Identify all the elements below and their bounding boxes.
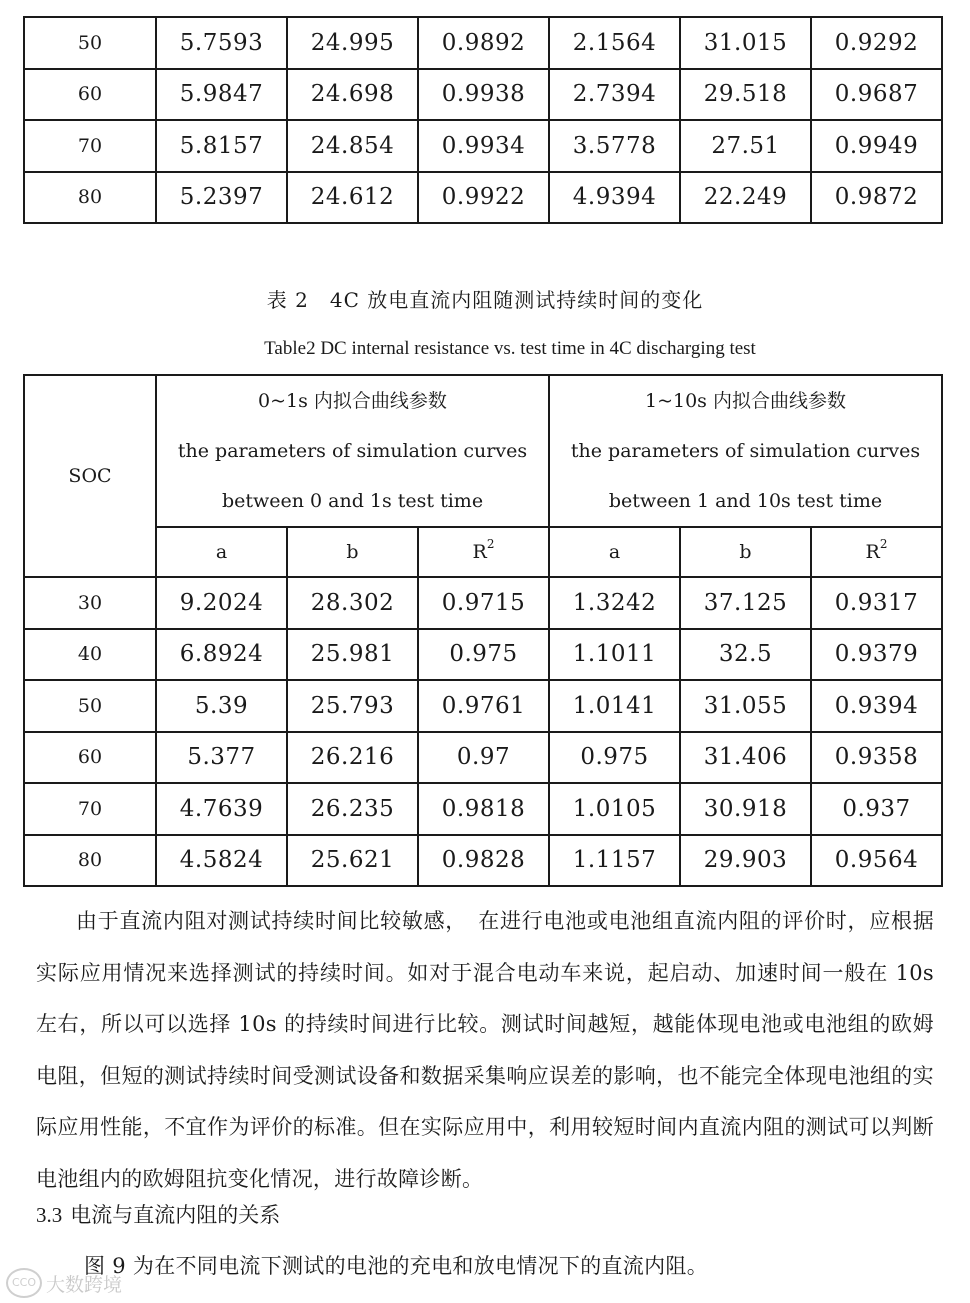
- table-cell: 24.612: [287, 172, 418, 224]
- table-cell: 30.918: [680, 783, 811, 835]
- param-a-header: a: [156, 527, 287, 577]
- table-cell: 27.51: [680, 120, 811, 172]
- table-cell: 9.2024: [156, 577, 287, 629]
- soc-cell: 40: [24, 629, 156, 681]
- table-2-caption-en: Table2 DC internal resistance vs. test time in 4C discharging test: [264, 338, 756, 359]
- table-cell: 0.9828: [418, 835, 549, 887]
- group-header-line: 1~10s 内拟合曲线参数: [645, 390, 846, 412]
- table-cell: 0.9358: [811, 732, 942, 784]
- table-cell: 0.9818: [418, 783, 549, 835]
- table-cell: 6.8924: [156, 629, 287, 681]
- watermark: [6, 1268, 122, 1298]
- table-cell: 22.249: [680, 172, 811, 224]
- watermark-logo-icon: CCO: [6, 1268, 42, 1298]
- table-cell: 0.9687: [811, 69, 942, 121]
- table-cell: 24.854: [287, 120, 418, 172]
- table-cell: 25.981: [287, 629, 418, 681]
- table-cell: 0.9394: [811, 680, 942, 732]
- table-1: [23, 16, 943, 224]
- table-cell: 31.015: [680, 17, 811, 69]
- param-a-header: a: [549, 527, 680, 577]
- table-cell: 0.9292: [811, 17, 942, 69]
- table-cell: 24.995: [287, 17, 418, 69]
- soc-cell: 80: [24, 835, 156, 887]
- table-cell: 31.055: [680, 680, 811, 732]
- table-cell: 1.1157: [549, 835, 680, 887]
- table-row: [24, 69, 942, 121]
- table-cell: 2.7394: [549, 69, 680, 121]
- table-cell: 4.7639: [156, 783, 287, 835]
- param-b-header: b: [287, 527, 418, 577]
- table-row: [24, 783, 942, 835]
- table-subheader-row: [24, 527, 942, 577]
- r-symbol: R: [472, 541, 487, 563]
- table-cell: 5.39: [156, 680, 287, 732]
- table-row: [24, 680, 942, 732]
- table-cell: 0.9872: [811, 172, 942, 224]
- table-cell: 2.1564: [549, 17, 680, 69]
- table-row: [24, 835, 942, 887]
- r-exponent: 2: [879, 537, 888, 551]
- table-cell: 24.698: [287, 69, 418, 121]
- table-cell: 0.9379: [811, 629, 942, 681]
- table-cell: 4.9394: [549, 172, 680, 224]
- group-header-line: between 1 and 10s test time: [608, 490, 883, 512]
- r-exponent: 2: [486, 537, 495, 551]
- table-cell: 1.3242: [549, 577, 680, 629]
- group-header-line: between 0 and 1s test time: [221, 490, 484, 512]
- table-cell: 5.7593: [156, 17, 287, 69]
- section-number: 3.3: [36, 1203, 63, 1227]
- param-r2-header: [811, 527, 942, 577]
- param-r2-header: [418, 527, 549, 577]
- table-cell: 0.9922: [418, 172, 549, 224]
- soc-cell: 70: [24, 120, 156, 172]
- soc-cell: 70: [24, 783, 156, 835]
- group-header-0-1s: [156, 375, 549, 527]
- soc-cell: 60: [24, 69, 156, 121]
- table-cell: 0.9892: [418, 17, 549, 69]
- table-cell: 5.377: [156, 732, 287, 784]
- table-cell: 5.2397: [156, 172, 287, 224]
- group-header-line: the parameters of simulation curves: [177, 440, 528, 462]
- group-header-line: 0~1s 内拟合曲线参数: [258, 390, 447, 412]
- table-cell: 37.125: [680, 577, 811, 629]
- table-cell: 4.5824: [156, 835, 287, 887]
- table-cell: 0.9949: [811, 120, 942, 172]
- table-cell: 28.302: [287, 577, 418, 629]
- table-cell: 26.235: [287, 783, 418, 835]
- table-cell: 29.903: [680, 835, 811, 887]
- table-cell: 25.793: [287, 680, 418, 732]
- table-cell: 0.9715: [418, 577, 549, 629]
- param-b-header: b: [680, 527, 811, 577]
- soc-cell: 50: [24, 680, 156, 732]
- table-header-row: [24, 375, 942, 527]
- table-row: [24, 629, 942, 681]
- soc-cell: 80: [24, 172, 156, 224]
- soc-cell: 50: [24, 17, 156, 69]
- table-cell: 32.5: [680, 629, 811, 681]
- table-cell: 0.9564: [811, 835, 942, 887]
- table-cell: 26.216: [287, 732, 418, 784]
- table-cell: 0.9934: [418, 120, 549, 172]
- group-header-line: the parameters of simulation curves: [570, 440, 921, 462]
- r-symbol: R: [865, 541, 880, 563]
- table-row: [24, 172, 942, 224]
- section-heading: [36, 1193, 280, 1237]
- table-cell: 0.975: [418, 629, 549, 681]
- table-cell: 0.9938: [418, 69, 549, 121]
- table-cell: 0.97: [418, 732, 549, 784]
- table-row: [24, 17, 942, 69]
- table-cell: 1.0141: [549, 680, 680, 732]
- table-2: [23, 374, 943, 887]
- table-cell: 0.937: [811, 783, 942, 835]
- soc-cell: 60: [24, 732, 156, 784]
- section-title: 电流与直流内阻的关系: [70, 1203, 281, 1227]
- watermark-text: 大数跨境: [46, 1273, 123, 1296]
- table-2-caption-cn: 表 2 4C 放电直流内阻随测试持续时间的变化: [266, 288, 704, 312]
- table-cell: 1.1011: [549, 629, 680, 681]
- table-cell: 5.9847: [156, 69, 287, 121]
- body-paragraph-2: 图 9 为在不同电流下测试的电池的充电和放电情况下的直流内阻。: [84, 1254, 709, 1278]
- table-cell: 31.406: [680, 732, 811, 784]
- table-cell: 3.5778: [549, 120, 680, 172]
- table-cell: 1.0105: [549, 783, 680, 835]
- table-cell: 29.518: [680, 69, 811, 121]
- table-cell: 0.975: [549, 732, 680, 784]
- soc-header: SOC: [24, 375, 156, 577]
- table-cell: 0.9761: [418, 680, 549, 732]
- table-row: [24, 732, 942, 784]
- table-cell: 0.9317: [811, 577, 942, 629]
- table-row: [24, 120, 942, 172]
- group-header-1-10s: [549, 375, 942, 527]
- body-paragraph: 由于直流内阻对测试持续时间比较敏感， 在进行电池或电池组直流内阻的评价时，应根据实际应用情况来选择测试的持续时间。如对于混合电动车来说，起启动、加速时间一般在 10s 左右，所以可以选择 10s 的持续时间进行比较。测试时间越短，越能体现电池或电池组的欧姆电阻，但短的测试持续时间受测试设备和数据采集响应误差的影响，也不能完全体现电池组的实际应用性能，不宜作为评价的标准。但在实际应用中，利用较短时间内直流内阻的测试可以判断电池组内的欧姆阻抗变化情况，进行故障诊断。: [36, 909, 934, 1191]
- table-cell: 25.621: [287, 835, 418, 887]
- soc-cell: 30: [24, 577, 156, 629]
- table-row: [24, 577, 942, 629]
- table-cell: 5.8157: [156, 120, 287, 172]
